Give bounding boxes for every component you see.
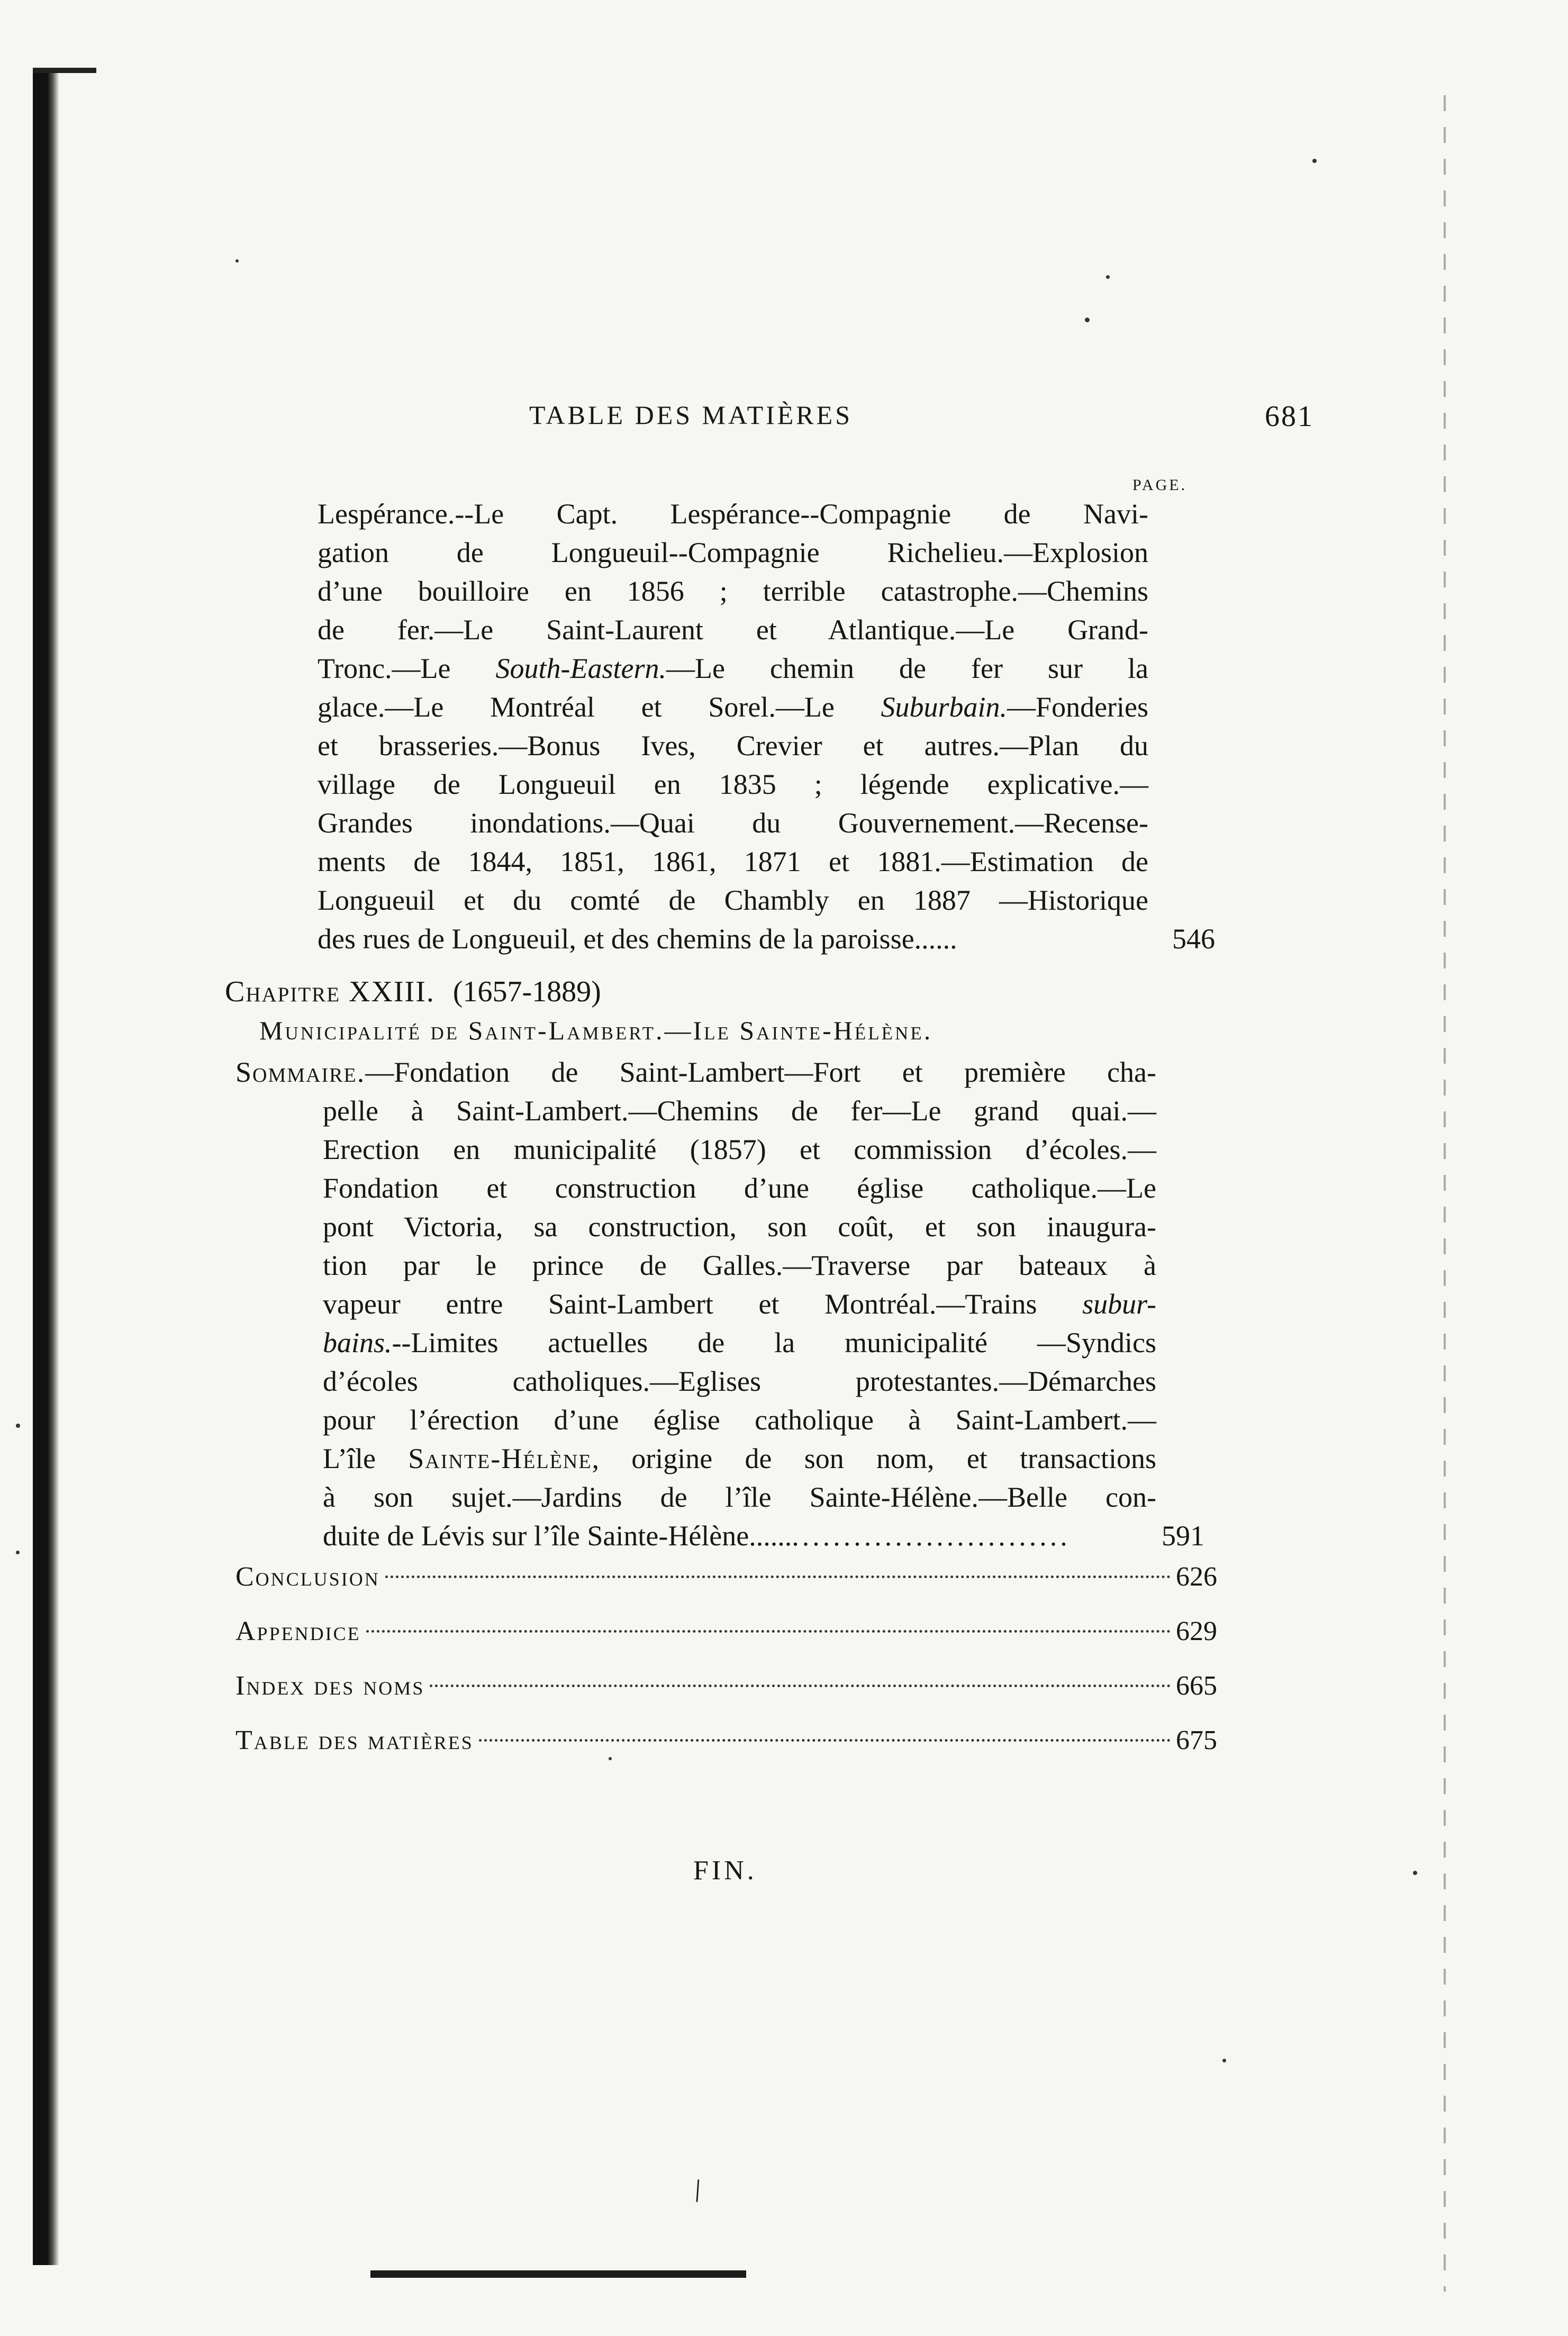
toc-row-appendice [235, 1613, 1217, 1650]
summary-line: pont Victoria, sa construction, son coût, et son inaugura- [323, 1211, 1156, 1243]
entry-line-text: des rues de Longueuil, et des chemins de la paroisse...... [318, 923, 957, 955]
entry-line: Longueuil et du comté de Chambly en 1887 —Historique [318, 884, 1148, 916]
summary-line-text: , origine de son nom, et transactions [592, 1443, 1157, 1474]
chapter-heading [225, 973, 601, 1011]
summary-line: tion par le prince de Galles.—Traverse par bateaux à [323, 1250, 1156, 1281]
leader-dots: ........................... [792, 1520, 1071, 1552]
page-column-label: PAGE. [1132, 476, 1188, 494]
entry-page-number: 546 [1172, 923, 1215, 955]
leader-dots [430, 1685, 1171, 1687]
entry-line [318, 920, 1148, 958]
entry-line: gation de Longueuil--Compagnie Richelieu.—Explosion [318, 537, 1148, 568]
entry-line: Grandes inondations.—Quai du Gouvernement.—Recense- [318, 807, 1148, 839]
margin-show-through [1444, 95, 1446, 2292]
scan-speck [1312, 159, 1317, 163]
binding-cap [33, 68, 96, 73]
entry-line: d’une bouilloire en 1856 ; terrible catastrophe.—Chemins [318, 575, 1148, 607]
toc-row-conclusion [235, 1559, 1217, 1596]
folio-page-number: 681 [1265, 400, 1314, 433]
summary-line: pelle à Saint-Lambert.—Chemins de fer—Le grand quai.— [323, 1095, 1156, 1127]
toc-row-label: Conclusion [235, 1562, 380, 1592]
summary-italic: subur- [1082, 1288, 1156, 1320]
scan-speck [1085, 318, 1090, 322]
scan-speck [235, 259, 239, 262]
toc-row-label: Appendice [235, 1616, 361, 1646]
summary-line [235, 1053, 1156, 1092]
summary-line: pour l’érection d’une église catholique à Saint-Lambert.— [323, 1404, 1156, 1436]
toc-row-label: Table des matières [235, 1725, 474, 1755]
summary-text [235, 1053, 1156, 1555]
toc-row-page: 629 [1176, 1616, 1217, 1646]
summary-line [323, 1517, 1156, 1555]
entry-line: Lespérance.--Le Capt. Lespérance--Compagnie de Navi- [318, 498, 1148, 530]
scan-speck [1106, 275, 1110, 279]
summary-line-text: --Limites actuelles de la municipalité —Syndics [392, 1327, 1156, 1359]
toc-row-table [235, 1722, 1217, 1759]
summary-line [323, 1285, 1156, 1324]
running-title: TABLE DES MATIÈRES [529, 400, 853, 430]
scan-speck [1222, 2059, 1226, 2062]
summary-line-text: vapeur entre Saint-Lambert et Montréal.—Trains [323, 1288, 1083, 1320]
entry-line-text: —Le chemin de fer sur la [666, 653, 1149, 684]
summary-line: à son sujet.—Jardins de l’île Sainte-Hélène.—Belle con- [323, 1481, 1156, 1513]
bottom-signature-mark: / [688, 2172, 706, 2209]
toc-row-label: Index des noms [235, 1671, 425, 1701]
summary-line [323, 1324, 1156, 1362]
scan-speck [16, 1551, 20, 1554]
binding-edge [33, 69, 59, 2265]
toc-row-page: 665 [1176, 1671, 1217, 1701]
entry-line [318, 688, 1148, 727]
summary-line-text: duite de Lévis sur l’île Sainte-Hélène...... [323, 1520, 792, 1552]
scan-speck [1413, 1871, 1417, 1875]
chapter-label: Chapitre XXIII. [225, 975, 435, 1008]
toc-row-page: 675 [1176, 1725, 1217, 1755]
toc-row-index [235, 1668, 1217, 1705]
leader-dots [366, 1630, 1171, 1633]
running-head [318, 400, 1314, 442]
entry-text [318, 495, 1148, 958]
summary-line-text: —Fondation de Saint-Lambert—Fort et première cha- [365, 1056, 1156, 1088]
entry-line: ments de 1844, 1851, 1861, 1871 et 1881.—Estimation de [318, 846, 1148, 877]
chapter-years: (1657-1889) [452, 975, 601, 1008]
summary-italic: bains. [323, 1327, 392, 1359]
summary-line: Erection en municipalité (1857) et commission d’écoles.— [323, 1134, 1156, 1165]
end-mark-fin: FIN. [693, 1855, 757, 1886]
entry-line-text: glace.—Le Montréal et Sorel.—Le [318, 691, 881, 723]
summary-line-text: L’île [323, 1443, 409, 1474]
summary-small-caps: Sainte-Hélène [408, 1443, 592, 1474]
leader-dots [385, 1576, 1171, 1578]
entry-line: village de Longueuil en 1835 ; légende explicative.— [318, 768, 1148, 800]
leader-dots [479, 1739, 1171, 1742]
summary-label: Sommaire. [235, 1056, 366, 1088]
summary-line: Fondation et construction d’une église catholique.—Le [323, 1172, 1156, 1204]
summary-page-number: 591 [1162, 1520, 1204, 1552]
entry-italic: South-Eastern. [495, 653, 667, 684]
bottom-rule [370, 2270, 746, 2278]
scan-speck [16, 1424, 20, 1428]
chapter-subtitle: Municipalité de Saint-Lambert.—Ile Sainte-Hélène. [259, 1016, 933, 1045]
entry-line-text: —Fonderies [1007, 691, 1148, 723]
toc-row-page: 626 [1176, 1562, 1217, 1592]
entry-line [318, 649, 1148, 688]
entry-line: de fer.—Le Saint-Laurent et Atlantique.—Le Grand- [318, 614, 1148, 646]
summary-line: d’écoles catholiques.—Eglises protestantes.—Démarches [323, 1365, 1156, 1397]
entry-italic: Suburbain. [881, 691, 1008, 723]
summary-line [323, 1439, 1156, 1478]
entry-line: et brasseries.—Bonus Ives, Crevier et autres.—Plan du [318, 730, 1148, 762]
entry-line-text: Tronc.—Le [318, 653, 496, 684]
